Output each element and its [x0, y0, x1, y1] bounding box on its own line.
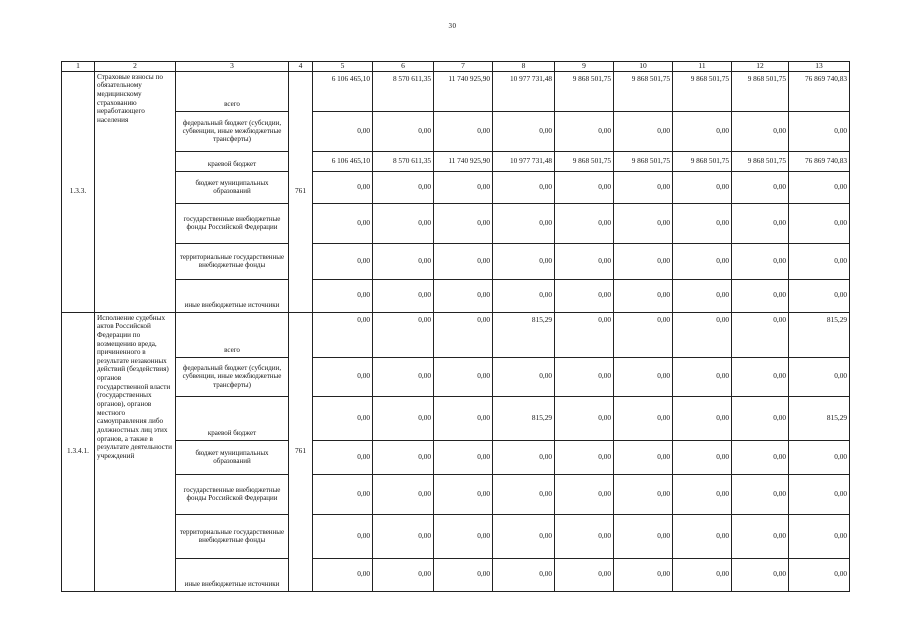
column-number: 6 [373, 62, 434, 72]
funding-source: федеральный бюджет (субсидии, субвенции, иные межбюджетные трансферты) [176, 357, 289, 396]
amount-cell: 0,00 [313, 203, 373, 243]
amount-cell: 0,00 [732, 474, 789, 514]
table-row [62, 171, 850, 203]
table-row [62, 474, 850, 514]
amount-cell: 0,00 [789, 558, 850, 591]
amount-cell: 0,00 [493, 279, 555, 312]
amount-cell: 6 106 465,10 [313, 71, 373, 111]
amount-cell: 0,00 [434, 312, 493, 357]
amount-cell: 0,00 [313, 357, 373, 396]
amount-cell: 815,29 [789, 396, 850, 440]
amount-cell: 0,00 [434, 440, 493, 474]
table-row [62, 514, 850, 558]
table-row [62, 558, 850, 591]
amount-cell: 815,29 [493, 396, 555, 440]
amount-cell: 0,00 [555, 514, 614, 558]
amount-cell: 0,00 [555, 243, 614, 279]
amount-cell: 0,00 [732, 243, 789, 279]
amount-cell: 0,00 [493, 558, 555, 591]
amount-cell: 0,00 [493, 440, 555, 474]
amount-cell: 0,00 [313, 474, 373, 514]
funding-source: государственные внебюджетные фонды Российской Федерации [176, 474, 289, 514]
amount-cell: 0,00 [434, 474, 493, 514]
amount-cell: 9 868 501,75 [732, 71, 789, 111]
amount-cell: 0,00 [493, 171, 555, 203]
amount-cell: 0,00 [614, 203, 673, 243]
amount-cell: 10 977 731,48 [493, 71, 555, 111]
amount-cell: 0,00 [434, 558, 493, 591]
amount-cell: 0,00 [434, 203, 493, 243]
item-name: Исполнение судебных актов Российской Федерации по возмещению вреда, причиненного в результате незаконных действий (бездействия) органов государственной власти (государственных органов), органов местного самоуправления либо должностных лиц этих органов, а также в результате деятельности учреждений [95, 312, 176, 591]
amount-cell: 0,00 [493, 203, 555, 243]
amount-cell: 0,00 [673, 312, 732, 357]
amount-cell: 0,00 [493, 111, 555, 151]
funding-source: федеральный бюджет (субсидии, субвенции, иные межбюджетные трансферты) [176, 111, 289, 151]
budget-code: 761 [289, 312, 313, 591]
amount-cell: 0,00 [614, 514, 673, 558]
amount-cell: 0,00 [673, 440, 732, 474]
amount-cell: 0,00 [555, 440, 614, 474]
amount-cell: 76 869 740,83 [789, 71, 850, 111]
amount-cell: 0,00 [614, 474, 673, 514]
amount-cell: 0,00 [434, 111, 493, 151]
table-row [62, 111, 850, 151]
amount-cell: 9 868 501,75 [614, 71, 673, 111]
amount-cell: 0,00 [434, 357, 493, 396]
amount-cell: 0,00 [614, 558, 673, 591]
column-number: 13 [789, 62, 850, 72]
amount-cell: 0,00 [493, 357, 555, 396]
amount-cell: 0,00 [313, 396, 373, 440]
amount-cell: 0,00 [732, 357, 789, 396]
funding-source: краевой бюджет [176, 396, 289, 440]
amount-cell: 0,00 [673, 514, 732, 558]
amount-cell: 0,00 [789, 203, 850, 243]
amount-cell: 6 106 465,10 [313, 151, 373, 171]
funding-source: краевой бюджет [176, 151, 289, 171]
amount-cell: 0,00 [313, 312, 373, 357]
amount-cell: 0,00 [313, 243, 373, 279]
amount-cell: 9 868 501,75 [732, 151, 789, 171]
table-row [62, 396, 850, 440]
budget-table [61, 61, 850, 592]
amount-cell: 0,00 [434, 243, 493, 279]
amount-cell: 0,00 [614, 396, 673, 440]
amount-cell: 0,00 [555, 171, 614, 203]
funding-source: бюджет муниципальных образований [176, 440, 289, 474]
table-row [62, 203, 850, 243]
amount-cell: 0,00 [732, 558, 789, 591]
amount-cell: 0,00 [373, 243, 434, 279]
amount-cell: 0,00 [555, 111, 614, 151]
amount-cell: 0,00 [373, 440, 434, 474]
amount-cell: 0,00 [732, 279, 789, 312]
funding-source: всего [176, 71, 289, 111]
amount-cell: 0,00 [673, 203, 732, 243]
amount-cell: 0,00 [673, 558, 732, 591]
amount-cell: 0,00 [673, 111, 732, 151]
amount-cell: 0,00 [313, 514, 373, 558]
amount-cell: 9 868 501,75 [673, 151, 732, 171]
amount-cell: 0,00 [373, 514, 434, 558]
amount-cell: 0,00 [373, 111, 434, 151]
amount-cell: 0,00 [434, 514, 493, 558]
amount-cell: 11 740 925,90 [434, 151, 493, 171]
amount-cell: 0,00 [673, 243, 732, 279]
amount-cell: 0,00 [373, 396, 434, 440]
item-code: 1.3.3. [62, 71, 95, 312]
amount-cell: 0,00 [313, 111, 373, 151]
amount-cell: 0,00 [373, 171, 434, 203]
amount-cell: 0,00 [434, 171, 493, 203]
amount-cell: 0,00 [614, 243, 673, 279]
amount-cell: 0,00 [373, 558, 434, 591]
amount-cell: 0,00 [614, 357, 673, 396]
amount-cell: 8 570 611,35 [373, 71, 434, 111]
amount-cell: 0,00 [789, 357, 850, 396]
column-number: 5 [313, 62, 373, 72]
amount-cell: 0,00 [493, 514, 555, 558]
amount-cell: 0,00 [789, 474, 850, 514]
amount-cell: 0,00 [313, 558, 373, 591]
amount-cell: 0,00 [555, 279, 614, 312]
amount-cell: 0,00 [555, 312, 614, 357]
amount-cell: 0,00 [373, 357, 434, 396]
budget-code: 761 [289, 71, 313, 312]
amount-cell: 0,00 [373, 203, 434, 243]
funding-source: бюджет муниципальных образований [176, 171, 289, 203]
amount-cell: 0,00 [789, 243, 850, 279]
column-number: 11 [673, 62, 732, 72]
amount-cell: 10 977 731,48 [493, 151, 555, 171]
amount-cell: 0,00 [789, 279, 850, 312]
amount-cell: 9 868 501,75 [614, 151, 673, 171]
amount-cell: 0,00 [555, 357, 614, 396]
column-number: 3 [176, 62, 289, 72]
funding-source: территориальные государственные внебюджетные фонды [176, 514, 289, 558]
amount-cell: 0,00 [313, 171, 373, 203]
funding-source: иные внебюджетные источники [176, 279, 289, 312]
amount-cell: 0,00 [789, 171, 850, 203]
table-row [62, 243, 850, 279]
amount-cell: 0,00 [614, 171, 673, 203]
table-row [62, 71, 850, 111]
table-row [62, 151, 850, 171]
table-row [62, 440, 850, 474]
column-number: 9 [555, 62, 614, 72]
amount-cell: 0,00 [673, 171, 732, 203]
amount-cell: 8 570 611,35 [373, 151, 434, 171]
amount-cell: 0,00 [732, 203, 789, 243]
funding-source: территориальные государственные внебюджетные фонды [176, 243, 289, 279]
table-row [62, 279, 850, 312]
funding-source: государственные внебюджетные фонды Российской Федерации [176, 203, 289, 243]
amount-cell: 0,00 [614, 279, 673, 312]
amount-cell: 0,00 [614, 440, 673, 474]
amount-cell: 0,00 [373, 474, 434, 514]
amount-cell: 0,00 [373, 279, 434, 312]
amount-cell: 0,00 [732, 514, 789, 558]
amount-cell: 0,00 [673, 396, 732, 440]
amount-cell: 0,00 [614, 312, 673, 357]
amount-cell: 0,00 [555, 558, 614, 591]
amount-cell: 0,00 [555, 203, 614, 243]
amount-cell: 0,00 [732, 440, 789, 474]
amount-cell: 0,00 [313, 440, 373, 474]
column-number-row [62, 62, 850, 72]
amount-cell: 0,00 [789, 111, 850, 151]
amount-cell: 815,29 [789, 312, 850, 357]
amount-cell: 11 740 925,90 [434, 71, 493, 111]
amount-cell: 0,00 [673, 357, 732, 396]
page-number: 30 [448, 22, 457, 30]
item-name: Страховые взносы по обязательному медицинскому страхованию неработающего населения [95, 71, 176, 312]
table-row [62, 357, 850, 396]
column-number: 7 [434, 62, 493, 72]
amount-cell: 0,00 [373, 312, 434, 357]
amount-cell: 0,00 [789, 440, 850, 474]
amount-cell: 0,00 [673, 279, 732, 312]
amount-cell: 0,00 [434, 279, 493, 312]
table-row [62, 312, 850, 357]
amount-cell: 0,00 [732, 111, 789, 151]
amount-cell: 0,00 [732, 171, 789, 203]
amount-cell: 0,00 [313, 279, 373, 312]
amount-cell: 0,00 [732, 312, 789, 357]
amount-cell: 9 868 501,75 [555, 151, 614, 171]
column-number: 2 [95, 62, 176, 72]
amount-cell: 0,00 [555, 396, 614, 440]
funding-source: всего [176, 312, 289, 357]
amount-cell: 0,00 [673, 474, 732, 514]
column-number: 12 [732, 62, 789, 72]
amount-cell: 0,00 [493, 474, 555, 514]
amount-cell: 0,00 [434, 396, 493, 440]
amount-cell: 0,00 [614, 111, 673, 151]
amount-cell: 9 868 501,75 [555, 71, 614, 111]
column-number: 1 [62, 62, 95, 72]
funding-source: иные внебюджетные источники [176, 558, 289, 591]
amount-cell: 0,00 [493, 243, 555, 279]
column-number: 4 [289, 62, 313, 72]
amount-cell: 815,29 [493, 312, 555, 357]
amount-cell: 9 868 501,75 [673, 71, 732, 111]
amount-cell: 0,00 [732, 396, 789, 440]
amount-cell: 0,00 [555, 474, 614, 514]
amount-cell: 76 869 740,83 [789, 151, 850, 171]
item-code: 1.3.4.1. [62, 312, 95, 591]
amount-cell: 0,00 [789, 514, 850, 558]
column-number: 10 [614, 62, 673, 72]
column-number: 8 [493, 62, 555, 72]
